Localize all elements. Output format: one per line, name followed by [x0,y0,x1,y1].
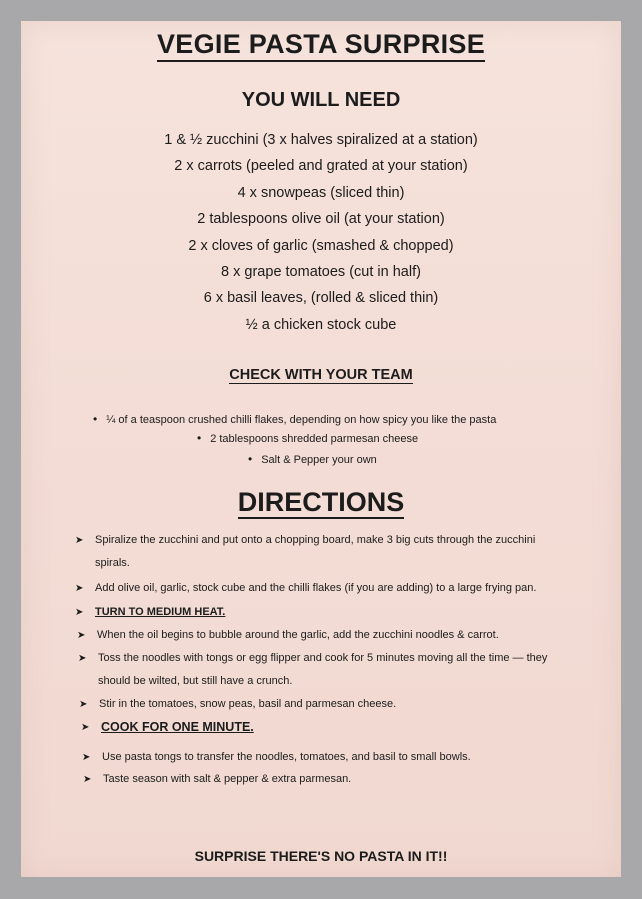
ingredient-item: 4 x snowpeas (sliced thin) [237,184,405,201]
ingredient-item: 2 tablespoons olive oil (at your station) [197,211,445,228]
recipe-title: VEGIE PASTA SURPRISE [21,29,621,60]
direction-step: ➤ Taste season with salt & pepper & extra parmesan. [103,768,351,791]
arrow-bullet-icon: ➤ [77,630,86,641]
ingredient-item: 6 x basil leaves, (rolled & sliced thin) [203,290,439,307]
direction-step: ➤ TURN TO MEDIUM HEAT. [95,601,225,624]
direction-step: ➤ Use pasta tongs to transfer the noodles, tomatoes, and basil to small bowls. [102,746,471,769]
direction-step: ➤ Add olive oil, garlic, stock cube and the chilli flakes (if you are adding) to a large frying pan. [95,577,536,600]
direction-step: ➤ Toss the noodles with tongs or egg flipper and cook for 5 minutes moving all the time — they should be wilted, but still have a crunch. [98,647,547,693]
direction-step: ➤ COOK FOR ONE MINUTE. [101,716,254,739]
you-will-need-heading: YOU WILL NEED [241,89,401,111]
arrow-bullet-icon: ➤ [79,699,88,710]
arrow-bullet-icon: ➤ [82,752,91,763]
ingredient-item: ½ a chicken stock cube [245,316,397,333]
ingredient-item: 2 x carrots (peeled and grated at your station) [174,158,468,175]
arrow-bullet-icon: ➤ [75,607,84,618]
arrow-bullet-icon: ➤ [81,722,90,733]
directions-heading: DIRECTIONS [237,487,405,517]
check-with-team-heading: CHECK WITH YOUR TEAM [229,367,413,383]
ingredient-item: 1 & ½ zucchini (3 x halves spiralized at a station) [164,132,478,148]
arrow-bullet-icon: ➤ [75,583,84,594]
arrow-bullet-icon: ➤ [83,774,92,785]
arrow-bullet-icon: ➤ [78,653,87,664]
team-item: • ¼ of a teaspoon crushed chilli flakes, depending on how spicy you like the pasta [93,412,496,426]
team-item: • Salt & Pepper your own [248,452,377,466]
direction-step: ➤ Spiralize the zucchini and put onto a chopping board, make 3 big cuts through the zucchini spirals. [95,529,535,575]
ingredient-item: 8 x grape tomatoes (cut in half) [221,263,421,280]
footer-note: SURPRISE THERE'S NO PASTA IN IT!! [194,848,448,864]
ingredient-item: 2 x cloves of garlic (smashed & chopped) [188,237,454,254]
arrow-bullet-icon: ➤ [75,535,84,546]
team-item: • 2 tablespoons shredded parmesan cheese [197,431,418,445]
ingredient-list [21,127,621,338]
direction-step: ➤ When the oil begins to bubble around the garlic, add the zucchini noodles & carrot. [97,624,499,647]
direction-step: ➤ Stir in the tomatoes, snow peas, basil and parmesan cheese. [99,693,396,716]
recipe-sheet [21,21,621,877]
